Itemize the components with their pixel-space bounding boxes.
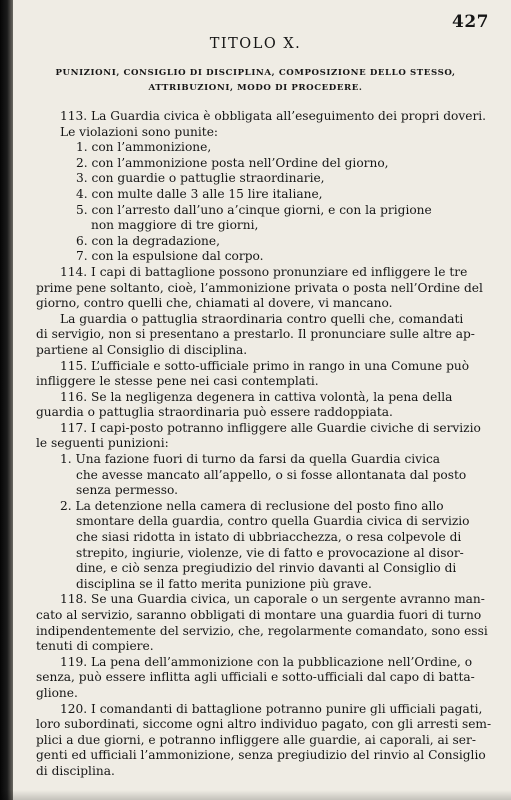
subtitle-line: PUNIZIONI, CONSIGLIO DI DISCIPLINA, COMPOSIZIONE DELLO STESSO, bbox=[55, 68, 456, 78]
list-item-continuation: dine, e ciò senza pregiudizio del rinvio davanti al Consiglio di bbox=[76, 561, 457, 576]
list-item-continuation: che siasi ridotta in istato di ubbriacchezza, o resa colpevole di bbox=[76, 530, 462, 545]
text-line: le seguenti punizioni: bbox=[36, 436, 169, 451]
page-title: TITOLO X. bbox=[209, 36, 302, 52]
list-item-continuation: non maggiore di tre giorni, bbox=[91, 218, 259, 233]
text-line: Le violazioni sono punite: bbox=[60, 124, 219, 139]
list-item: 4. con multe dalle 3 alle 15 lire italiane, bbox=[76, 186, 323, 201]
subtitle-line: ATTRIBUZIONI, MODO DI PROCEDERE. bbox=[148, 83, 363, 93]
page-number: 427 bbox=[452, 12, 489, 32]
page-bottom-shadow bbox=[0, 790, 511, 800]
text-line: giorno, contro quelli che, chiamati al dovere, vi mancano. bbox=[36, 296, 393, 311]
text-line: prime pene soltanto, cioè, l’ammonizione privata o posta nell’Ordine del bbox=[36, 280, 483, 295]
text-line: di disciplina. bbox=[36, 763, 115, 778]
text-line: infliggere le stesse pene nei casi contemplati. bbox=[36, 374, 319, 389]
list-item-continuation: senza permesso. bbox=[76, 483, 178, 498]
text-line: plici a due giorni, e potranno infliggere alle guardie, ai caporali, ai ser- bbox=[36, 732, 476, 747]
book-spine-shadow bbox=[0, 0, 13, 800]
text-line: glione. bbox=[36, 685, 78, 700]
text-line: loro subordinati, siccome ogni altro individuo pagato, con gli arresti sem- bbox=[36, 717, 492, 732]
list-item: 1. con l’ammonizione, bbox=[76, 140, 212, 155]
list-item: 2. con l’ammonizione posta nell’Ordine del giorno, bbox=[76, 155, 389, 170]
list-item-continuation: strepito, ingiurie, violenze, vie di fatto e provocazione al disor- bbox=[76, 545, 464, 560]
article-118: 118. Se una Guardia civica, un caporale o un sergente avranno man- bbox=[60, 592, 485, 607]
section-subtitle bbox=[40, 66, 471, 96]
list-item-continuation: che avesse mancato all’appello, o si fosse allontanata dal posto bbox=[76, 467, 467, 482]
text-line: guardia o pattuglia straordinaria può essere raddoppiata. bbox=[36, 405, 393, 420]
article-115: 115. L’ufficiale e sotto-ufficiale primo in rango in una Comune può bbox=[60, 358, 470, 373]
list-item: 2. La detenzione nella camera di reclusione del posto fino allo bbox=[60, 498, 444, 513]
list-item: 5. con l’arresto dall’uno a’cinque giorni, e con la prigione bbox=[76, 202, 432, 217]
list-item: 3. con guardie o pattuglie straordinarie, bbox=[76, 171, 325, 186]
text-line: genti ed ufficiali l’ammonizione, senza pregiudizio del rinvio al Consiglio bbox=[36, 748, 486, 763]
text-line: tenuti di compiere. bbox=[36, 639, 154, 654]
text-line: partiene al Consiglio di disciplina. bbox=[36, 342, 248, 357]
list-item: 6. con la degradazione, bbox=[76, 233, 220, 248]
article-120: 120. I comandanti di battaglione potranno punire gli ufficiali pagati, bbox=[60, 701, 483, 716]
text-line: senza, può essere inflitta agli ufficiali e sotto-ufficiali dal capo di batta- bbox=[36, 670, 475, 685]
text-line: cato al servizio, saranno obbligati di montare una guardia fuori di turno bbox=[36, 608, 482, 622]
text-line: indipendentemente del servizio, che, regolarmente comandato, sono essi bbox=[36, 623, 488, 638]
article-117: 117. I capi-posto potranno infliggere alle Guardie civiche di servizio bbox=[60, 420, 481, 435]
article-113: 113. La Guardia civica è obbligata all’eseguimento dei propri doveri. bbox=[60, 109, 487, 123]
text-line: La guardia o pattuglia straordinaria contro quelli che, comandati bbox=[60, 311, 464, 326]
list-item-continuation: disciplina se il fatto merita punizione più grave. bbox=[76, 576, 372, 591]
article-116: 116. Se la negligenza degenera in cattiva volontà, la pena della bbox=[60, 389, 453, 404]
body-text bbox=[36, 109, 492, 780]
list-item-continuation: smontare della guardia, contro quella Guardia civica di servizio bbox=[76, 514, 470, 529]
article-119: 119. La pena dell’ammonizione con la pubblicazione nell’Ordine, o bbox=[60, 654, 473, 669]
list-item: 7. con la espulsione dal corpo. bbox=[76, 249, 264, 264]
article-114: 114. I capi di battaglione possono pronunziare ed infliggere le tre bbox=[60, 264, 468, 279]
text-line: di servigio, non si presentano a prestarlo. Il pronunciare sulle altre ap- bbox=[36, 327, 475, 342]
list-item: 1. Una fazione fuori di turno da farsi da quella Guardia civica bbox=[60, 452, 441, 467]
